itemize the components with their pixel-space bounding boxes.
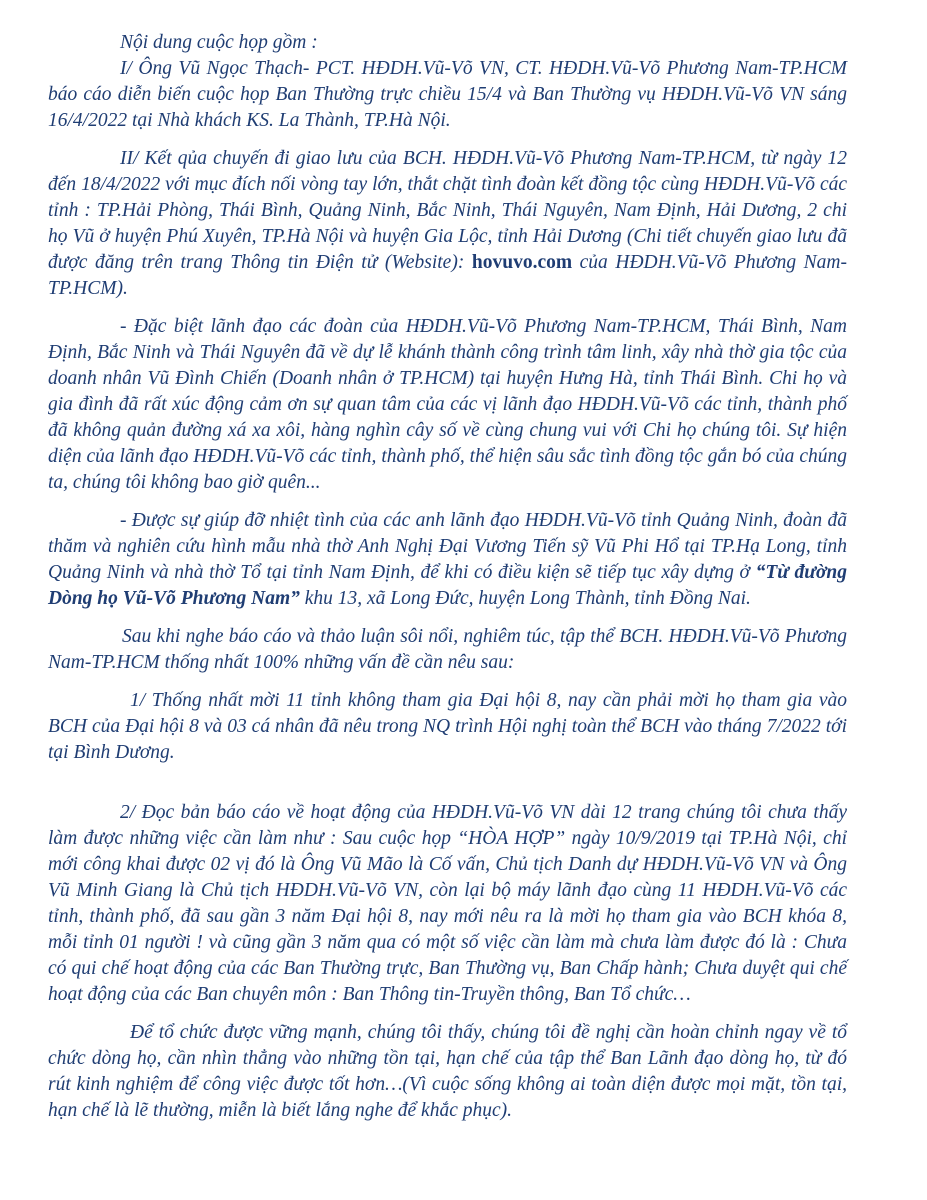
section-1-paragraph: I/ Ông Vũ Ngọc Thạch- PCT. HĐDH.Vũ-Võ VN, CT. HĐDH.Vũ-Võ Phương Nam-TP.HCM báo cáo diễn biến cuộc họp Ban Thường trực chiều 15/4 và Ban Thường vụ HĐDH.Vũ-Võ VN sáng 16/4/2022 tại Nhà khách KS. La Thành, TP.Hà Nội. [48,58,847,131]
meeting-contents-heading: Nội dung cuộc họp gồm : [120,32,318,53]
bullet-paragraph-1: - Đặc biệt lãnh đạo các đoàn của HĐDH.Vũ-Võ Phương Nam-TP.HCM, Thái Bình, Nam Định, Bắc Ninh và Thái Nguyên đã về dự lễ khánh thành công trình tâm linh, xây nhà thờ gia tộc của doanh nhân Vũ Đình Chiến (Doanh nhân ở TP.HCM) tại huyện Hưng Hà, tỉnh Thái Bình. Chi họ và gia đình đã rất xúc động cảm ơn sự quan tâm của các vị lãnh đạo HĐDH.Vũ-Võ các tỉnh, thành phố đã không quản đường xá xa xôi, hàng nghìn cây số về cùng chung vui với Chi họ chúng tôi. Sự hiện diện của lãnh đạo HĐDH.Vũ-Võ các tỉnh, thành phố, thể hiện sâu sắc tình đồng tộc gắn bó của chúng ta, chúng tôi không bao giờ quên... [48,316,847,493]
resolution-1-paragraph: 1/ Thống nhất mời 11 tỉnh không tham gia Đại hội 8, nay cần phải mời họ tham gia vào BCH của Đại hội 8 và 03 cá nhân đã nêu trong NQ trình Hội nghị toàn thể BCH vào tháng 7/2022 tới tại Bình Dương. [48,690,847,763]
section-2-text: II/ Kết qủa chuyến đi giao lưu của BCH. HĐDH.Vũ-Võ Phương Nam-TP.HCM, từ ngày 12 đến 18/4/2022 với mục đích nối vòng tay lớn, thắt chặt tình đoàn kết đồng tộc cùng HĐDH.Vũ-Võ các tỉnh : TP.Hải Phòng, Thái Bình, Quảng Ninh, Bắc Ninh, Thái Nguyên, Nam Định, Hải Dương, 2 chi họ Vũ ở huyện Phú Xuyên, TP.Hà Nội và huyện Gia Lộc, tỉnh Hải Dương (Chi tiết chuyến giao lưu đã được đăng trên trang Thông tin Điện tử (Website): [48,148,847,273]
section-2-paragraph [48,146,847,302]
bullet-2-text: - Được sự giúp đỡ nhiệt tình của các anh lãnh đạo HĐDH.Vũ-Võ tỉnh Quảng Ninh, đoàn đã thăm và nghiên cứu hình mẫu nhà thờ Anh Nghị Đại Vương Tiến sỹ Vũ Phi Hổ tại TP.Hạ Long, tỉnh Quảng Ninh và nhà thờ Tổ tại tỉnh Nam Định, để khi có điều kiện sẽ tiếp tục xây dựng ở [48,510,847,583]
resolution-2-paragraph: 2/ Đọc bản báo cáo về hoạt động của HĐDH.Vũ-Võ VN dài 12 trang chúng tôi chưa thấy làm được những việc cần làm như : Sau cuộc họp “HÒA HỢP” ngày 10/9/2019 tại TP.Hà Nội, chỉ mới công khai được 02 vị đó là Ông Vũ Mão là Cố vấn, Chủ tịch Danh dự HĐDH.Vũ-Võ VN và Ông Vũ Minh Giang là Chủ tịch HĐDH.Vũ-Võ VN, còn lại bộ máy lãnh đạo cùng 11 HĐDH.Vũ-Võ các tỉnh, thành phố, đã sau gần 3 năm Đại hội 8, nay mới nêu ra là mời họ tham gia vào BCH khóa 8, mỗi tỉnh 01 người ! và cũng gần 3 năm qua có một số việc cần làm mà chưa làm được đó là : Chưa có qui chế hoạt động của các Ban Thường trực, Ban Thường vụ, Ban Chấp hành; Chưa duyệt qui chế hoạt động của các Ban chuyên môn : Ban Thông tin-Truyền thông, Ban Tổ chức… [48,802,847,1005]
bullet-paragraph-2 [48,508,847,612]
closing-paragraph: Để tổ chức được vững mạnh, chúng tôi thấy, chúng tôi đề nghị cần hoàn chỉnh ngay về tổ chức dòng họ, cần nhìn thẳng vào những tồn tại, hạn chế của tập thể Ban Lãnh đạo dòng họ, từ đó rút kinh nghiệm để công việc được tốt hơn…(Vì cuộc sống không ai toàn diện được mọi mặt, tồn tại, hạn chế là lẽ thường, miễn là biết lắng nghe để khắc phục). [48,1022,847,1121]
bullet-2-text-end: khu 13, xã Long Đức, huyện Long Thành, tỉnh Đồng Nai. [299,588,751,609]
section-2-text-end: của HĐDH.Vũ-Võ Phương Nam-TP.HCM). [48,252,848,299]
discussion-summary-paragraph: Sau khi nghe báo cáo và thảo luận sôi nổi, nghiêm túc, tập thể BCH. HĐDH.Vũ-Võ Phương Nam-TP.HCM thống nhất 100% những vấn đề cần nêu sau: [48,626,847,673]
ancestral-hall-name: “Từ đường Dòng họ Vũ-Võ Phương Nam” [48,562,848,609]
website-link[interactable]: hovuvo.com [471,252,573,273]
